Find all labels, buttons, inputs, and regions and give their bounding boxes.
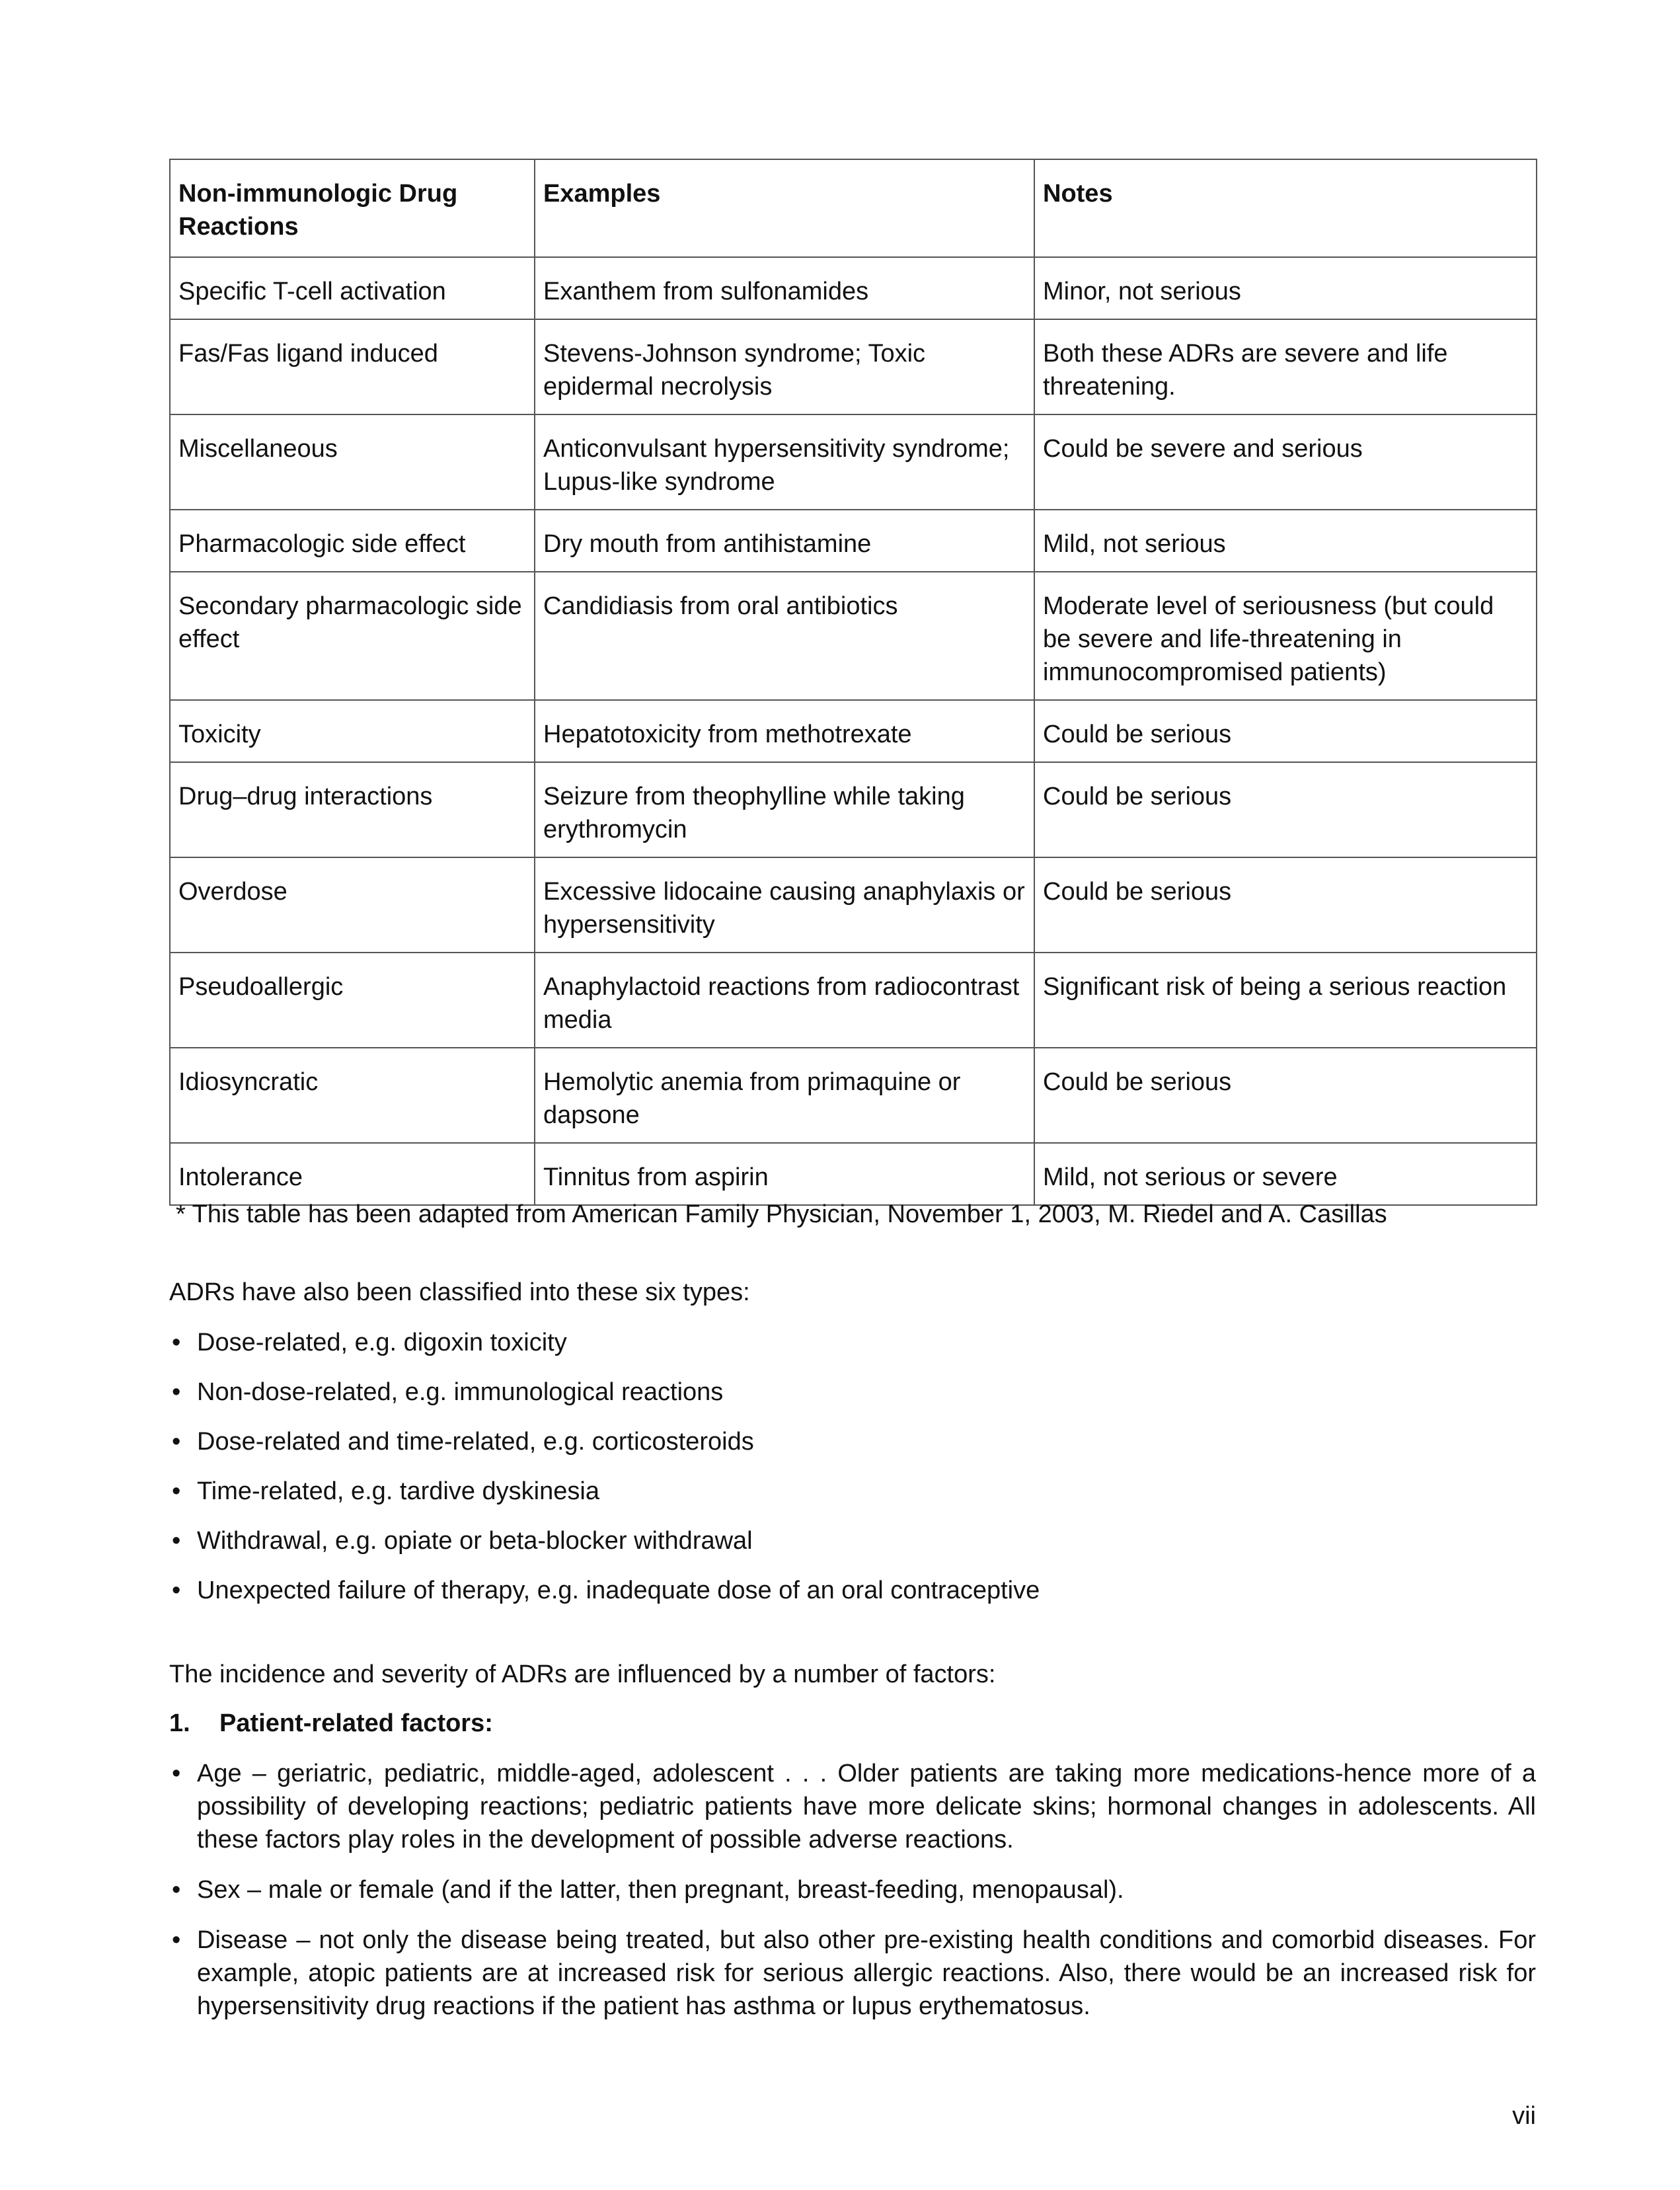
notes-cell: Could be serious (1034, 700, 1537, 762)
reaction-cell: Fas/Fas ligand induced (170, 319, 535, 414)
section-heading (169, 1707, 493, 1740)
example-cell: Candidiasis from oral antibiotics (535, 572, 1034, 700)
notes-cell: Could be severe and serious (1034, 414, 1537, 510)
reaction-cell: Overdose (170, 857, 535, 953)
table-row (170, 414, 1537, 510)
example-cell: Hepatotoxicity from methotrexate (535, 700, 1034, 762)
list-item (169, 1425, 1536, 1475)
reaction-cell: Intolerance (170, 1143, 535, 1205)
table-row (170, 257, 1537, 319)
table-row (170, 857, 1537, 953)
list-item-text: Non-dose-related, e.g. immunological reactions (197, 1378, 724, 1406)
example-cell: Hemolytic anemia from primaquine or dapsone (535, 1048, 1034, 1143)
table-row (170, 1143, 1537, 1205)
reaction-cell: Idiosyncratic (170, 1048, 535, 1143)
list-item (169, 1574, 1536, 1623)
adr-classification-table (169, 159, 1537, 1206)
bullet-icon: • (172, 1760, 181, 1787)
bullet-icon: • (172, 1527, 181, 1555)
example-cell: Excessive lidocaine causing anaphylaxis or hypersensitivity (535, 857, 1034, 953)
notes-cell: Moderate level of seriousness (but could be severe and life-threatening in immunocompromised patients) (1034, 572, 1537, 700)
list-item (169, 1924, 1536, 2023)
list-item-text: Sex – male or female (and if the latter, then pregnant, breast-feeding, menopausal). (197, 1876, 1124, 1904)
types-intro-paragraph: ADRs have also been classified into these six types: (169, 1278, 750, 1306)
bullet-icon: • (172, 1329, 181, 1356)
example-cell: Tinnitus from aspirin (535, 1143, 1034, 1205)
notes-cell: Minor, not serious (1034, 257, 1537, 319)
bullet-icon: • (172, 1378, 181, 1406)
list-item (169, 1475, 1536, 1524)
list-item-text: Disease – not only the disease being treated, but also other pre-existing health conditions and comorbid diseases. For example, atopic patients are at increased risk for serious allergic reactions. Also, there would be an increased risk for hypersensitivity drug reactions if the patient has asthma or lupus erythematosus. (197, 1926, 1536, 2020)
section-number: 1. (169, 1709, 190, 1737)
bullet-icon: • (172, 1876, 181, 1904)
reaction-cell: Pseudoallergic (170, 953, 535, 1048)
example-cell: Stevens-Johnson syndrome; Toxic epidermal necrolysis (535, 319, 1034, 414)
reaction-cell: Miscellaneous (170, 414, 535, 510)
reaction-cell: Secondary pharmacologic side effect (170, 572, 535, 700)
column-header-examples: Examples (535, 159, 1034, 257)
bullet-icon: • (172, 1428, 181, 1456)
notes-cell: Significant risk of being a serious reaction (1034, 953, 1537, 1048)
page-number: vii (1512, 2102, 1536, 2130)
list-item-text: Dose-related and time-related, e.g. corticosteroids (197, 1428, 754, 1456)
list-item (169, 1326, 1536, 1376)
bullet-icon: • (172, 1577, 181, 1604)
list-item-text: Dose-related, e.g. digoxin toxicity (197, 1329, 567, 1356)
notes-cell: Both these ADRs are severe and life threatening. (1034, 319, 1537, 414)
list-item-text: Age – geriatric, pediatric, middle-aged, adolescent . . . Older patients are taking more medications-hence more of a possibility of developing reactions; pediatric patients have more delicate skins; hormonal changes in adolescents. All these factors play roles in the development of possible adverse reactions. (197, 1760, 1536, 1854)
notes-cell: Mild, not serious or severe (1034, 1143, 1537, 1205)
table-row (170, 319, 1537, 414)
reaction-cell: Toxicity (170, 700, 535, 762)
table-row (170, 572, 1537, 700)
list-item (169, 1376, 1536, 1425)
section-title: Patient-related factors: (219, 1709, 493, 1737)
bullet-icon: • (172, 1477, 181, 1505)
patient-factors-list (169, 1757, 1536, 2040)
list-item-text: Withdrawal, e.g. opiate or beta-blocker withdrawal (197, 1527, 753, 1555)
factors-intro-paragraph: The incidence and severity of ADRs are influenced by a number of factors: (169, 1661, 996, 1688)
example-cell: Anaphylactoid reactions from radiocontrast media (535, 953, 1034, 1048)
column-header-reaction: Non-immunologic Drug Reactions (170, 159, 535, 257)
table-row (170, 510, 1537, 572)
table-header-row (170, 159, 1537, 257)
list-item (169, 1757, 1536, 1856)
reaction-cell: Specific T-cell activation (170, 257, 535, 319)
example-cell: Exanthem from sulfonamides (535, 257, 1034, 319)
list-item (169, 1873, 1536, 1906)
notes-cell: Could be serious (1034, 762, 1537, 857)
table-footnote: * This table has been adapted from American Family Physician, November 1, 2003, M. Riedel and A. Casillas (176, 1200, 1387, 1228)
example-cell: Dry mouth from antihistamine (535, 510, 1034, 572)
column-header-notes: Notes (1034, 159, 1537, 257)
notes-cell: Mild, not serious (1034, 510, 1537, 572)
bullet-icon: • (172, 1926, 181, 1954)
adr-types-list (169, 1326, 1536, 1623)
example-cell: Anticonvulsant hypersensitivity syndrome; Lupus-like syndrome (535, 414, 1034, 510)
table-row (170, 953, 1537, 1048)
list-item (169, 1524, 1536, 1574)
reaction-cell: Pharmacologic side effect (170, 510, 535, 572)
table-row (170, 1048, 1537, 1143)
notes-cell: Could be serious (1034, 1048, 1537, 1143)
example-cell: Seizure from theophylline while taking erythromycin (535, 762, 1034, 857)
table-row (170, 700, 1537, 762)
reaction-cell: Drug–drug interactions (170, 762, 535, 857)
list-item-text: Unexpected failure of therapy, e.g. inadequate dose of an oral contraceptive (197, 1577, 1040, 1604)
list-item-text: Time-related, e.g. tardive dyskinesia (197, 1477, 599, 1505)
table-row (170, 762, 1537, 857)
notes-cell: Could be serious (1034, 857, 1537, 953)
